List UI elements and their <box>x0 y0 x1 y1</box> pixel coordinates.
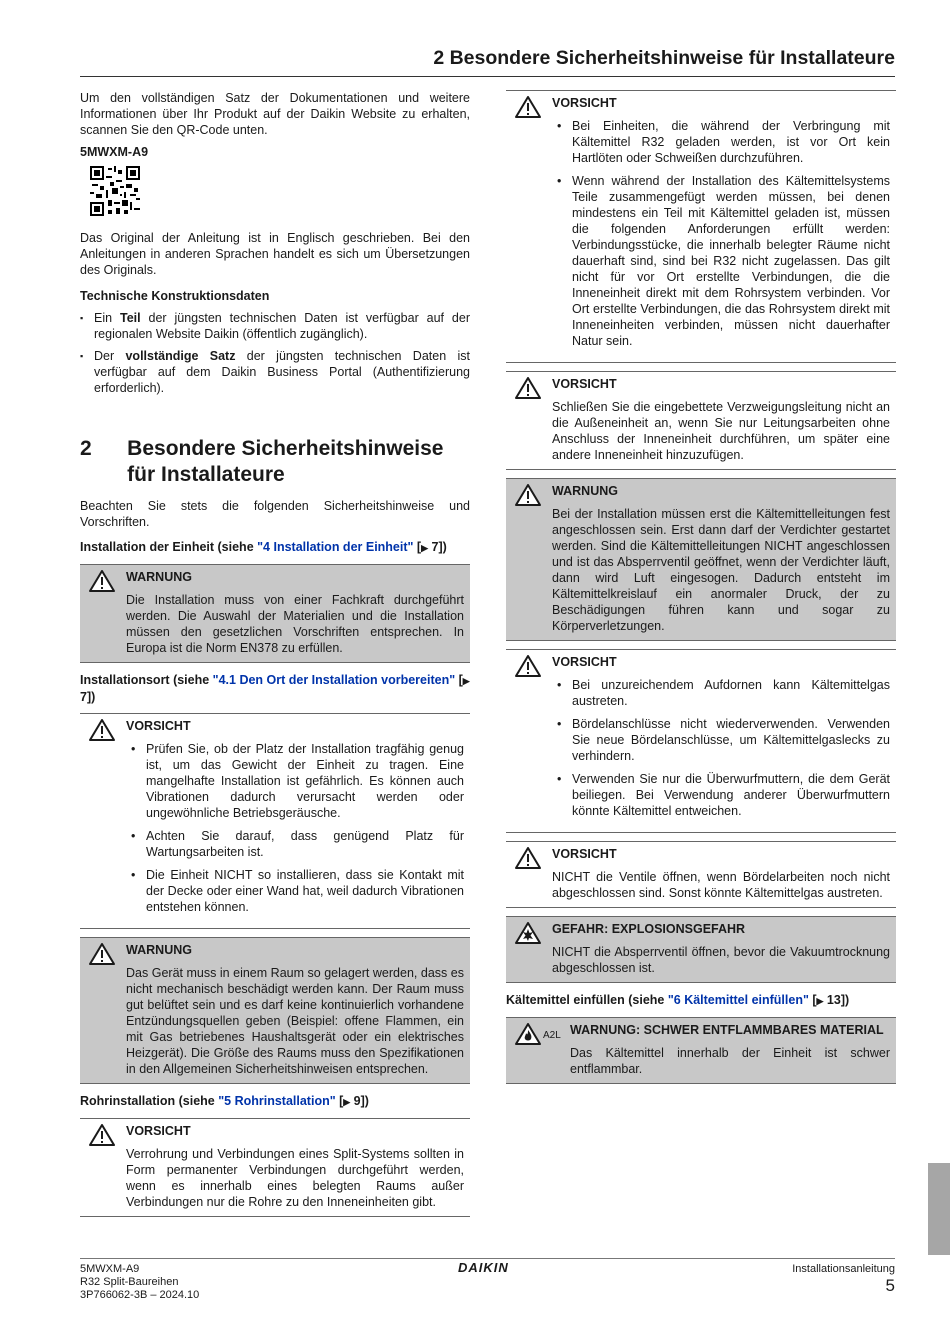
link-piping[interactable]: "5 Rohrinstallation" <box>218 1094 336 1108</box>
page-arrow-icon: ▶ <box>462 676 470 686</box>
left-column <box>80 90 470 1217</box>
caution-title: VORSICHT <box>552 96 617 110</box>
footer-series: R32 Split-Baureihen <box>80 1276 179 1288</box>
caution-text: Schließen Sie die eingebettete Verzweigungsleitung nicht an die Außeneinheit an, wenn Sie nur Leitungsarbeiten ohne Anschluss der Inneneinheit durchführen, um später eine andere Inneneinheit hinzuzufügen. <box>552 400 890 462</box>
warning-triangle-icon <box>88 942 116 966</box>
section-ref-installation: Installation der Einheit (siehe "4 Installation der Einheit" [▶ 7]) <box>80 540 447 554</box>
warning-title: WARNUNG <box>552 484 618 498</box>
caution-box <box>506 371 896 470</box>
tech-data-list <box>80 310 470 396</box>
warning-triangle-icon <box>514 654 542 678</box>
warning-triangle-icon <box>88 1123 116 1147</box>
link-prepare-location[interactable]: "4.1 Den Ort der Installation vorbereiten" <box>212 673 456 687</box>
page-number: 5 <box>885 1276 895 1295</box>
flammable-warning-box <box>506 1017 896 1084</box>
footer-doc-type: Installationsanleitung <box>792 1263 895 1275</box>
danger-box <box>506 916 896 983</box>
warning-triangle-icon <box>514 376 542 400</box>
warning-text: Das Gerät muss in einem Raum so gelagert werden, dass es nicht mechanisch beschädigt werden kann. Der Raum muss gut belüftet sein und es darf keine kontinuierlich vorhandene Entzündungsquellen geben (Beispiel: offene Flammen, ein mit Gas betriebenes Haushaltsgerät oder ein elektrisches Heizgerät). Die Größe des Raums muss den Spezifikationen in den Allgemeinen Sicherheitshinweisen entsprechen. <box>126 966 464 1076</box>
warning-triangle-icon <box>88 569 116 593</box>
warning-title: WARNUNG: SCHWER ENTFLAMMBARES MATERIAL <box>570 1023 884 1037</box>
warning-title: WARNUNG <box>126 570 192 584</box>
right-column <box>506 90 896 1084</box>
chapter-intro: Beachten Sie stets die folgenden Sicherheitshinweise und Vorschriften. <box>80 499 470 529</box>
danger-text: NICHT die Absperrventil öffnen, bevor die Vakuumtrocknung abgeschlossen ist. <box>552 945 890 975</box>
warning-triangle-icon <box>514 95 542 119</box>
footer-docnumber: 3P766062-3B – 2024.10 <box>80 1289 200 1301</box>
warning-text: Bei der Installation müssen erst die Kältemittelleitungen fest angeschlossen sein. Erst dann darf der Verdichter gestartet werden. Sind die Kältemittelleitungen NICHT angeschlossen und ist das Absperrventil geöffnet, wenn der Verdichter läuft, dann wird Luft eingesogen. Dadurch entsteht im Kältemittelkreislauf ein anormaler Druck, der zu Beschädigungen führen kann und sogar zu Körperverletzungen. <box>552 507 890 633</box>
chapter-title: Besondere Sicherheitshinweise für Installateure <box>127 437 444 486</box>
a2l-badge: A2L <box>543 1030 561 1041</box>
daikin-logo: DAIKIN <box>458 1260 509 1275</box>
warning-title: WARNUNG <box>126 943 192 957</box>
list-item: ▪ Der vollständige Satz der jüngsten technischen Daten ist verfügbar auf dem Daikin Business Portal (Authentifizierung erforderlich). <box>80 348 470 396</box>
link-installation-unit[interactable]: "4 Installation der Einheit" <box>257 540 414 554</box>
warning-box <box>80 564 470 663</box>
caution-box <box>506 841 896 908</box>
page-arrow-icon: ▶ <box>421 543 429 553</box>
list-item: • Die Einheit NICHT so installieren, dass sie Kontakt mit der Decke oder einer Wand hat, weil dadurch Vibrationen entstehen können. <box>126 867 464 915</box>
header-divider <box>80 76 895 77</box>
list-item: • Bei Einheiten, die während der Verbringung mit Kältemittel R32 geladen werden, ist vor Ort kein Hartlöten oder Schweißen durchzuführen. <box>552 118 890 166</box>
qr-code-icon[interactable] <box>90 166 140 216</box>
caution-title: VORSICHT <box>126 1124 191 1138</box>
list-item: • Bei unzureichendem Aufdornen kann Kältemittelgas austreten. <box>552 677 890 709</box>
list-item: ▪ Ein Teil der jüngsten technischen Daten ist verfügbar auf der regionalen Website Daikin (öffentlich zugänglich). <box>80 310 470 342</box>
footer-info <box>80 1263 199 1302</box>
warning-triangle-icon <box>514 846 542 870</box>
warning-triangle-icon <box>88 718 116 742</box>
original-language-note: Das Original der Anleitung ist in Englisch geschrieben. Bei den Anleitungen in anderen Sprachen handelt es sich um Übersetzungen des Originals. <box>80 231 470 277</box>
section-ref-refrigerant: Kältemittel einfüllen (siehe "6 Kältemittel einfüllen" [▶ 13]) <box>506 993 850 1007</box>
caution-box <box>80 1118 470 1217</box>
warning-box <box>506 478 896 641</box>
caution-text: NICHT die Ventile öffnen, wenn Bördelarbeiten noch nicht abgeschlossen sind. Sonst könnte Kältemittelgas austreten. <box>552 870 890 900</box>
caution-title: VORSICHT <box>552 847 617 861</box>
caution-title: VORSICHT <box>552 377 617 391</box>
caution-box <box>506 90 896 363</box>
tech-data-heading: Technische Konstruktionsdaten <box>80 289 270 303</box>
section-ref-location: Installationsort (siehe "4.1 Den Ort der Installation vorbereiten" [▶ 7]) <box>80 673 470 704</box>
list-item: • Prüfen Sie, ob der Platz der Installation tragfähig genug ist, um das Gewicht der Einheit zu tragen. Eine mangelhafte Installation ist gefährlich. Es können auch Vibrationen dadurch verursacht werden oder ungewöhnliche Betriebsgeräusche. <box>126 741 464 821</box>
warning-triangle-icon <box>514 483 542 507</box>
warning-text: Die Installation muss von einer Fachkraft durchgeführt werden. Die Auswahl der Materialien und die Installation müssen den gesetzlichen Vorschriften entsprechen. In Europa ist die Norm EN378 zu erfüllen. <box>126 593 464 655</box>
caution-text: Verrohrung und Verbindungen eines Split-Systems sollten in Form permanenter Verbindungen durchgeführt werden, wenn es innerhalb eines belegten Raums außer Verbindungen nur die Rohre zu den Inneneinheiten gibt. <box>126 1147 464 1209</box>
intro-paragraph: Um den vollständigen Satz der Dokumentationen und weitere Informationen über Ihr Produkt auf der Daikin Website zu erhalten, scannen Sie den QR-Code unten. <box>80 91 470 137</box>
caution-box <box>506 649 896 833</box>
footer-divider <box>80 1258 895 1259</box>
list-item: • Verwenden Sie nur die Überwurfmuttern, die dem Gerät beiliegen. Bei Verwendung anderer Überwurfmuttern könnte Kältemittel entweichen. <box>552 771 890 819</box>
page-header-title: 2 Besondere Sicherheitshinweise für Installateure <box>433 47 895 69</box>
chapter-heading <box>80 436 470 488</box>
footer-model: 5MWXM-A9 <box>80 1263 140 1275</box>
page-arrow-icon: ▶ <box>343 1097 351 1107</box>
list-item: • Bördelanschlüsse nicht wiederverwenden. Verwenden Sie neue Bördelanschlüsse, um Kältemittelgaslecks zu verhindern. <box>552 716 890 764</box>
caution-box <box>80 713 470 929</box>
caution-title: VORSICHT <box>126 719 191 733</box>
explosion-icon <box>514 921 542 945</box>
caution-title: VORSICHT <box>552 655 617 669</box>
chapter-number: 2 <box>80 437 92 460</box>
model-label: 5MWXM-A9 <box>80 145 149 159</box>
danger-title: GEFAHR: EXPLOSIONSGEFAHR <box>552 922 746 936</box>
list-item: • Achten Sie darauf, dass genügend Platz für Wartungsarbeiten ist. <box>126 828 464 860</box>
link-refrigerant-charging[interactable]: "6 Kältemittel einfüllen" <box>667 993 809 1007</box>
warning-box <box>80 937 470 1084</box>
warning-text: Das Kältemittel innerhalb der Einheit ist schwer entflammbar. <box>570 1046 890 1076</box>
page-arrow-icon: ▶ <box>816 996 824 1006</box>
list-item: • Wenn während der Installation des Kältemittelsystems Teile zusammengefügt werden müssen, bei denen mindestens ein Teil mit Kältemittel geladen ist, müssen die folgenden Anforderungen erfüllt werden: Verbindungsstücke, die innerhalb belegter Räume nicht dauerhaft sind, sind bei R32 nicht zugelassen. Das gilt nicht für vor Ort erstellte Verbindungen, die die Inneneinheit direkt mit dem Rohrsystem verbinden. Vor Ort erstellte Verbindungen, die das Rohrsystem direkt mit Inneneinheiten verbinden, müssen nicht dauerhafter Natur sein. <box>552 173 890 349</box>
flame-icon <box>514 1022 542 1046</box>
side-tab-marker <box>928 1163 950 1255</box>
section-ref-piping: Rohrinstallation (siehe "5 Rohrinstallation" [▶ 9]) <box>80 1094 369 1108</box>
